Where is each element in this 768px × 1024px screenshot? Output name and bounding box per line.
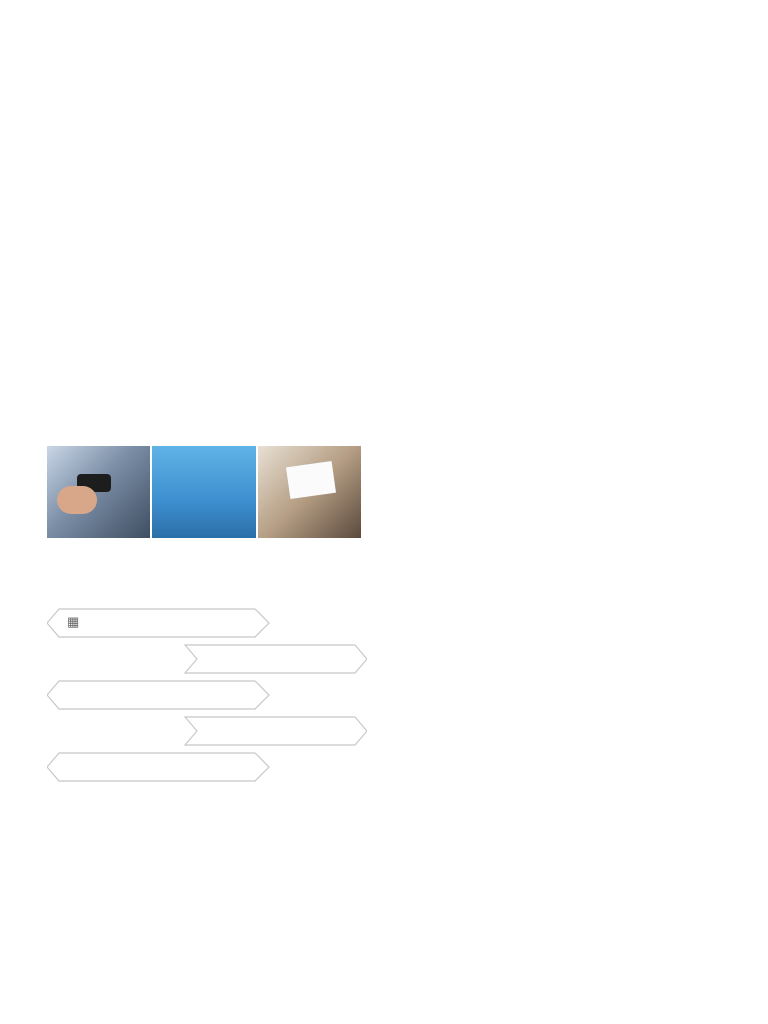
photo-strip [47, 446, 361, 538]
chart-icon: ▦ [67, 614, 80, 629]
step-1 [47, 609, 367, 637]
hand-icon [57, 486, 97, 514]
photo-planning [152, 446, 256, 538]
paper-icon [286, 461, 336, 499]
photo-authority [47, 446, 150, 538]
steps-infographic [47, 606, 367, 788]
photo-negotiation [258, 446, 361, 538]
step-2 [47, 645, 367, 673]
